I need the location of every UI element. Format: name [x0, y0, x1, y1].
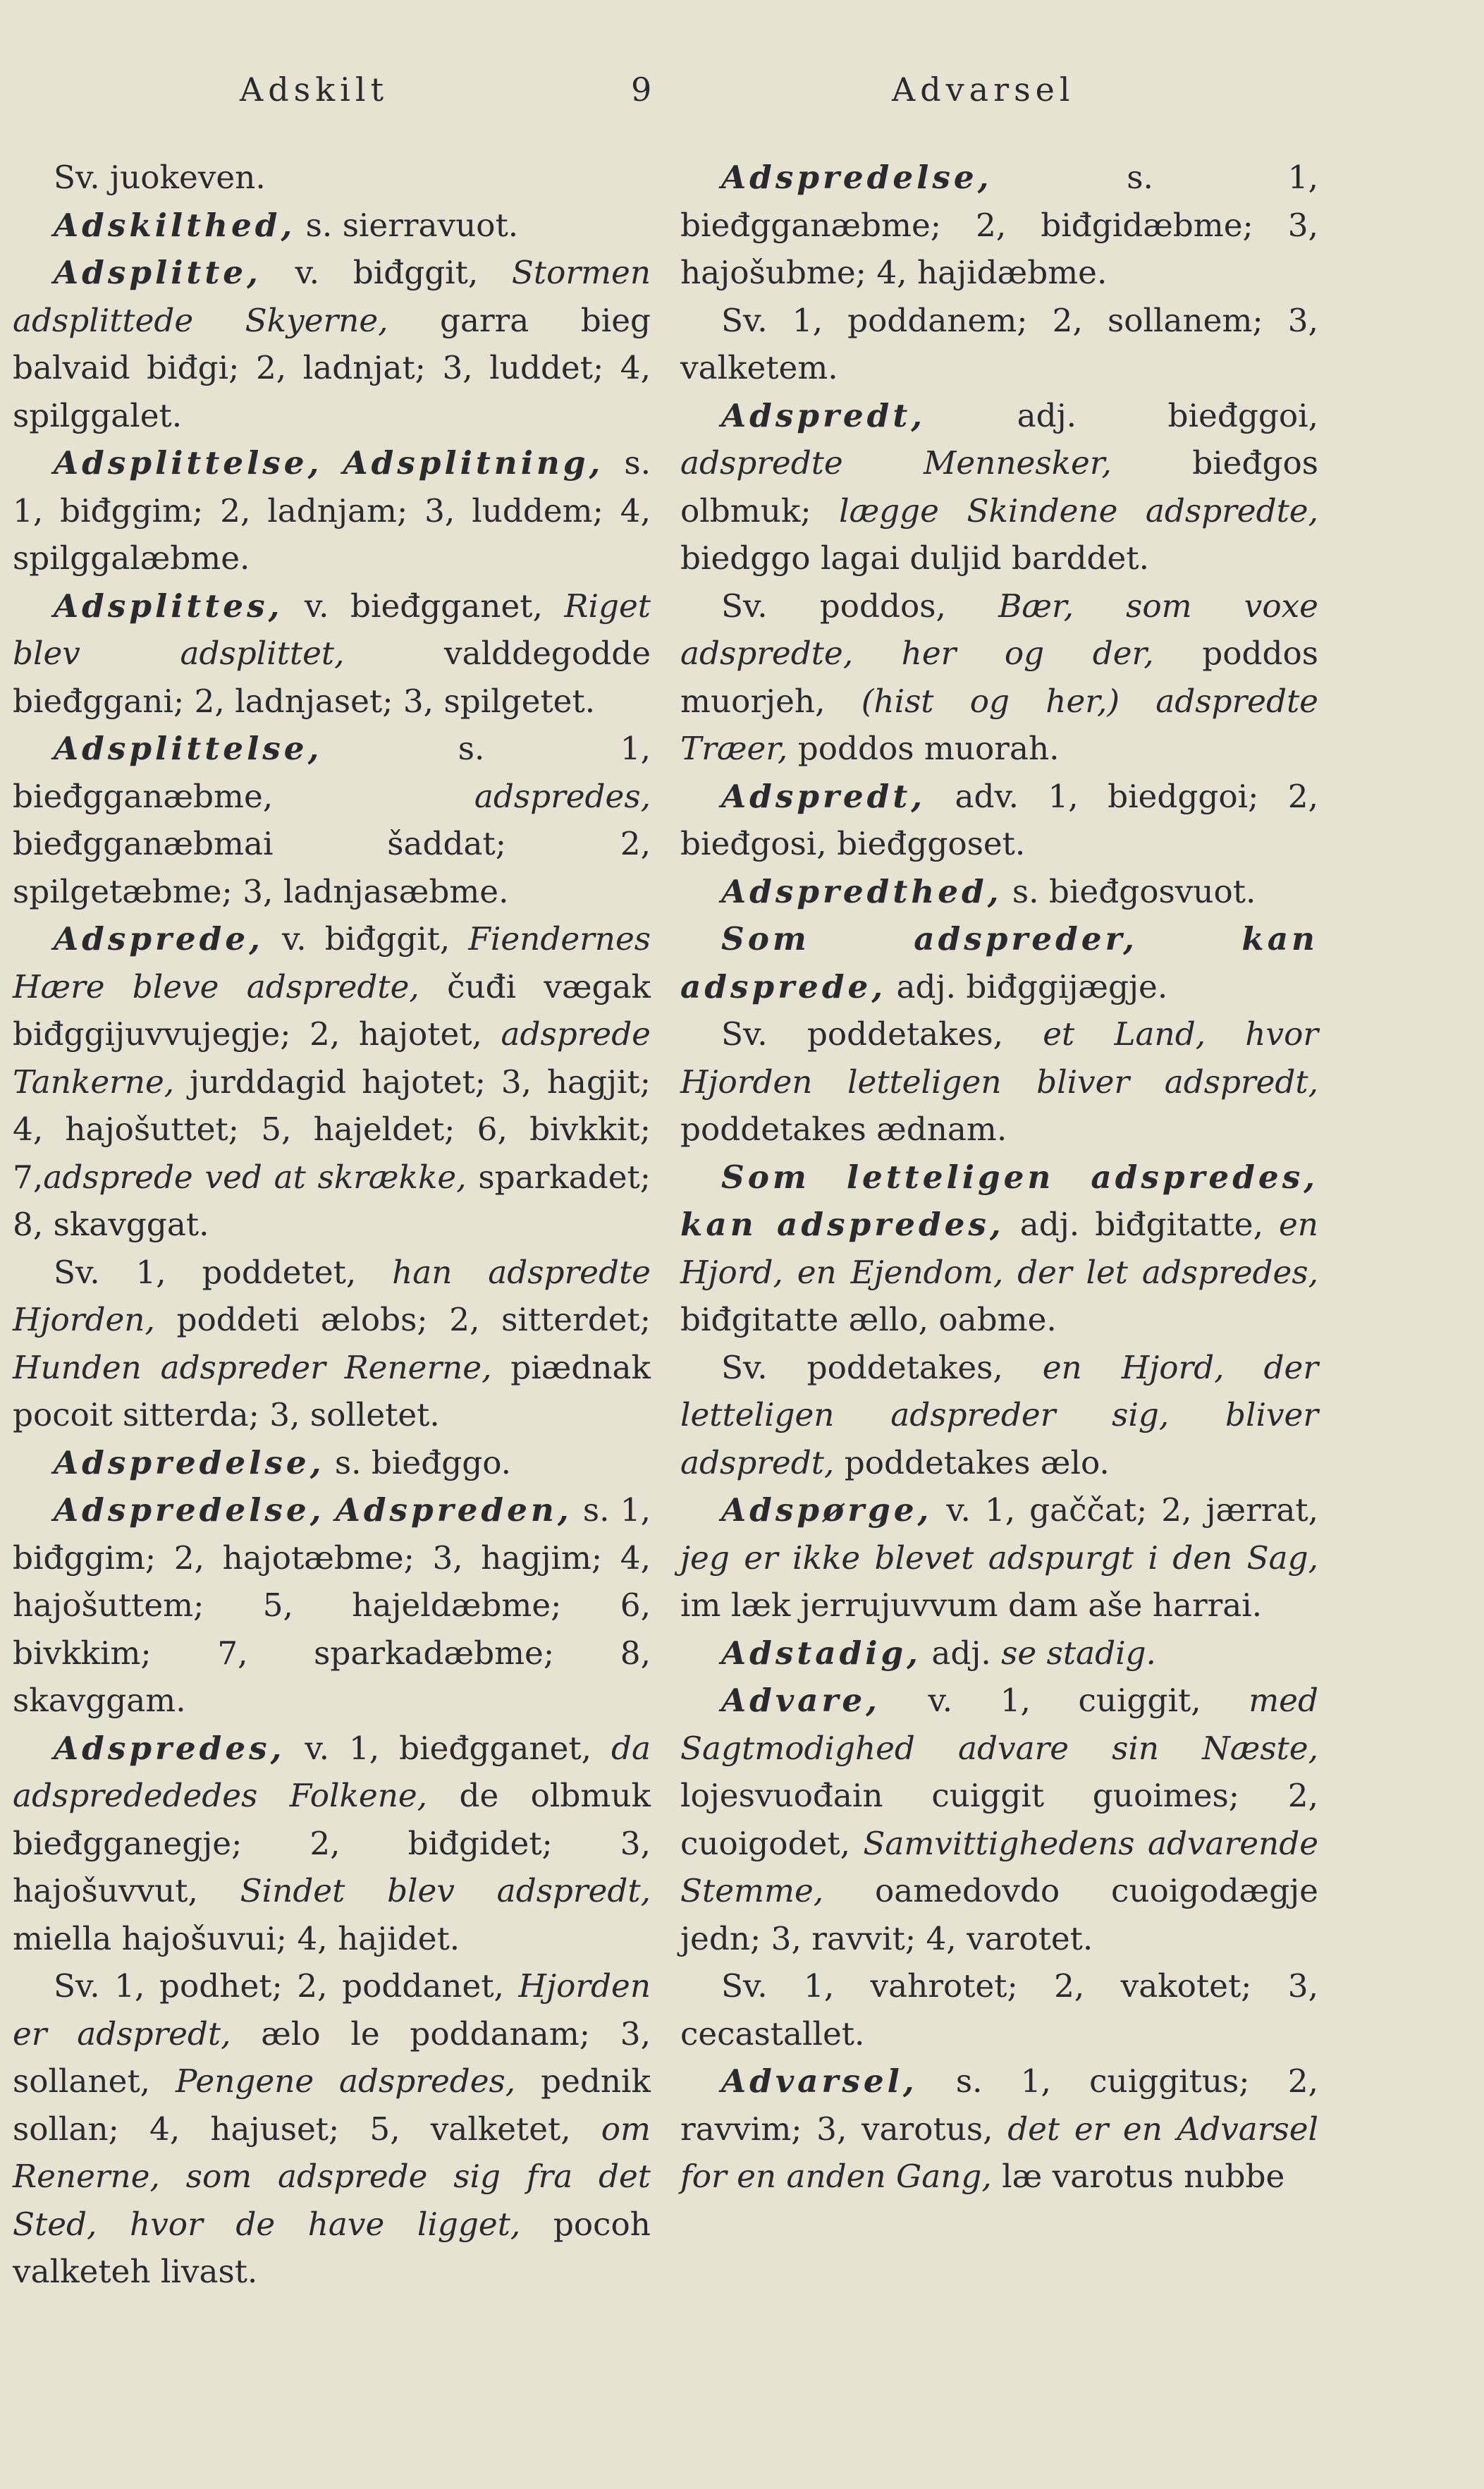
headword: Adspredt,	[721, 776, 926, 815]
dictionary-entry	[13, 439, 651, 582]
dictionary-entry	[680, 1962, 1318, 2057]
entry-text: s. bieđgosvuot.	[1002, 872, 1256, 910]
example-phrase: Riget blev adsplittet,	[13, 587, 651, 672]
dictionary-entry	[13, 154, 651, 202]
dictionary-entry	[13, 1962, 651, 2296]
example-phrase: med Sagtmodighed advare sin Næste,	[680, 1682, 1318, 1767]
headword: Adskilthed,	[54, 205, 296, 244]
headword: Adspørge,	[721, 1491, 933, 1529]
headword: Adspredes,	[54, 1728, 286, 1767]
entry-text: v. biđggit,	[263, 920, 469, 958]
entry-text: oamedovdo cuoigodægje jedn; 3, ravvit; 4, varotet.	[680, 1872, 1318, 1957]
headword: Advarsel,	[721, 2062, 918, 2100]
entry-text: Sv. juokeven.	[54, 159, 266, 196]
example-phrase: Samvittighedens advarende Stemme,	[680, 1824, 1318, 1909]
dictionary-entry	[13, 1249, 651, 1439]
entry-text: s. 1, cuiggitus; 2, ravvim; 3, varotus,	[680, 2062, 1318, 2148]
entry-text: bieđgos olbmuk;	[680, 444, 1318, 530]
entry-text: adj. biđgitatte,	[1004, 1206, 1279, 1243]
entry-text: valddegodde bieđggani; 2, ladnjaset; 3, spilgetet.	[13, 635, 651, 720]
entry-text: s. sierravuot.	[295, 206, 519, 244]
headword: Adspredelse,	[54, 1443, 325, 1481]
page-number: 9	[631, 71, 652, 109]
headword: Adsprede,	[54, 919, 264, 958]
entry-text: v. biđggit,	[261, 254, 512, 291]
entry-text: poddetakes ælo.	[834, 1443, 1110, 1481]
dictionary-entry	[680, 868, 1318, 916]
headword: Adsplitte,	[54, 253, 262, 291]
entry-text: biđgitatte ællo, oabme.	[680, 1301, 1057, 1338]
example-phrase: adspredte Mennesker,	[680, 444, 1112, 482]
entry-text: Sv. poddos,	[721, 587, 999, 625]
dictionary-entry	[13, 1486, 651, 1725]
example-phrase: (hist og her,) adspredte Træer,	[680, 682, 1318, 767]
headword: Adsplittelse,	[54, 444, 323, 482]
example-phrase: Fiendernes Hære bleve adspredte,	[13, 920, 651, 1005]
dictionary-entry	[680, 1154, 1318, 1344]
entry-text: pocoh valketeh livast.	[13, 2205, 651, 2290]
entry-text: Sv. 1, poddanem; 2, sollanem; 3, valketem.	[680, 301, 1318, 386]
example-phrase: en Hjord, der letteligen adspreder sig, bliver adspredt,	[680, 1348, 1318, 1481]
headword: Adspredelse,	[721, 158, 993, 196]
dictionary-entry	[680, 154, 1318, 297]
entry-text: adj.	[921, 1634, 1002, 1672]
headword: Adspredt,	[721, 396, 926, 434]
example-phrase: om Renerne, som adsprede sig fra det Sted, hvor de have ligget,	[13, 2110, 651, 2243]
entry-text: Sv. 1, vahrotet; 2, vakotet; 3, cecastallet.	[680, 1967, 1318, 2053]
entry-text: v. 1, cuiggit,	[880, 1682, 1249, 1719]
entry-text: de olbmuk bieđgganegje; 2, biđgidet; 3, hajošuvvut,	[13, 1777, 651, 1909]
entry-text: Sv. 1, podhet; 2, poddanet,	[54, 1967, 519, 2005]
example-phrase: Sindet blev adspredt,	[240, 1872, 651, 1909]
headword: Som adspreder, kan adsprede,	[680, 919, 1318, 1005]
example-phrase: jeg er ikke blevet adspurgt i den Sag,	[680, 1539, 1318, 1577]
example-phrase: adsprede Tankerne,	[13, 1015, 651, 1101]
entry-text: v. 1, gaččat; 2, jærrat,	[932, 1491, 1318, 1529]
dictionary-entry	[13, 582, 651, 726]
headword: Adspredelse,	[54, 1491, 325, 1529]
entry-text: v. 1, bieđgganet,	[285, 1729, 611, 1767]
example-phrase: Bær, som voxe adspredte, her og der,	[680, 587, 1318, 672]
dictionary-entry	[13, 1439, 651, 1487]
header-left-word: Adskilt	[240, 71, 389, 109]
entry-text: adj. biđggijægje.	[886, 967, 1168, 1005]
entry-text: adj. bieđggoi,	[926, 396, 1318, 434]
headword: Adstadig,	[721, 1633, 921, 1672]
entry-text: v. bieđgganet,	[283, 587, 565, 625]
entry-text: poddos muorah.	[787, 730, 1060, 767]
dictionary-entry	[680, 1344, 1318, 1487]
dictionary-entry	[13, 915, 651, 1249]
headword: Advare,	[721, 1681, 881, 1719]
example-phrase: Pengene adspredes,	[175, 2062, 516, 2100]
entry-text: poddos muorjeh,	[680, 635, 1318, 720]
entry-text: poddetakes ædnam.	[680, 1111, 1007, 1148]
dictionary-entry	[13, 725, 651, 915]
entry-text: piædnak pocoit sitterda; 3, solletet.	[13, 1348, 651, 1433]
entry-text: im læk jerrujuvvum dam aše harrai.	[680, 1586, 1263, 1624]
dictionary-entry	[13, 249, 651, 439]
example-phrase: se stadig.	[1001, 1634, 1156, 1672]
entry-text: bieđgganæbmai šaddat; 2, spilgetæbme; 3, ladnjasæbme.	[13, 825, 651, 910]
dictionary-entry	[680, 392, 1318, 582]
headword: Adspreden,	[335, 1491, 572, 1529]
entry-text: læ varotus nubbe	[991, 2158, 1285, 2195]
example-phrase: lægge Skindene adspredte,	[839, 491, 1318, 530]
entry-text: s. bieđggo.	[324, 1443, 512, 1481]
entry-text: Sv. poddetakes,	[721, 1015, 1043, 1053]
dictionary-entry	[680, 1486, 1318, 1629]
dictionary-entry	[13, 1725, 651, 1963]
dictionary-entry	[680, 915, 1318, 1010]
entry-text: ælo le poddanam; 3, sollanet,	[13, 2014, 651, 2100]
example-phrase: det er en Advarsel for en anden Gang,	[680, 2110, 1319, 2195]
dictionary-entry	[680, 2057, 1318, 2201]
entry-text	[322, 444, 343, 482]
dictionary-entry	[680, 1010, 1318, 1154]
example-phrase: Hunden adspreder Renerne,	[13, 1348, 492, 1386]
entry-text: poddeti ælobs; 2, sitterdet;	[154, 1301, 651, 1338]
example-phrase: en Hjord, en Ejendom, der let adspredes,	[680, 1206, 1318, 1291]
entry-text: jurddagid hajotet; 3, hagjit; 4, hajošuttet; 5, hajeldet; 6, bivkkit; 7,	[13, 1063, 651, 1196]
headword: Som letteligen adspredes, kan adspredes,	[680, 1157, 1318, 1243]
entry-text: s. 1, biđggim; 2, ladnjam; 3, luddem; 4, spilggalæbme.	[13, 444, 651, 577]
running-header	[0, 71, 1484, 120]
headword: Adspredthed,	[721, 872, 1002, 910]
example-phrase: et Land, hvor Hjorden letteligen bliver adspredt,	[680, 1015, 1318, 1101]
entry-text: Sv. 1, poddetet,	[54, 1253, 393, 1291]
headword: Adsplittelse,	[54, 729, 323, 767]
dictionary-entry	[680, 582, 1318, 773]
example-phrase: Stormen adsplittede Skyerne,	[13, 254, 651, 339]
example-phrase: da adspredededes Folkene,	[13, 1729, 651, 1814]
dictionary-entry	[13, 202, 651, 250]
entry-text: Sv. poddetakes,	[721, 1348, 1043, 1386]
entry-text: adv. 1, biedggoi; 2, bieđgosi, bieđggoset.	[680, 777, 1318, 862]
dictionary-entry	[680, 297, 1318, 392]
left-column	[13, 154, 651, 2296]
dictionary-entry	[680, 1629, 1318, 1677]
example-phrase: han adspredte Hjorden,	[13, 1253, 651, 1338]
example-phrase: adspredes,	[474, 777, 651, 815]
entry-text: lojesvuođain cuiggit guoimes; 2, cuoigodet,	[680, 1777, 1318, 1862]
example-phrase: Hjorden er adspredt,	[13, 1967, 651, 2053]
entry-text: čuđi vægak biđggijuvvujegje; 2, hajotet,	[13, 967, 651, 1053]
entry-text: s. 1, biđggim; 2, hajotæbme; 3, hagjim; 4, hajošuttem; 5, hajeldæbme; 6, bivkkim; 7, sparkadæbme; 8, skavggam.	[13, 1491, 651, 1719]
example-phrase: adsprede ved at skrække,	[43, 1158, 467, 1196]
entry-text: s. 1, bieđgganæbme; 2, biđgidæbme; 3, hajošubme; 4, hajidæbme.	[680, 159, 1318, 291]
entry-text: biedggo lagai duljid barddet.	[680, 539, 1149, 577]
entry-text: sparkadet; 8, skavggat.	[13, 1158, 651, 1243]
right-column	[680, 154, 1318, 2201]
entry-text: pednik sollan; 4, hajuset; 5, valketet,	[13, 2062, 651, 2148]
dictionary-entry	[680, 773, 1318, 868]
headword: Adsplittes,	[54, 586, 283, 625]
headword: Adsplitning,	[343, 444, 604, 482]
dictionary-entry	[680, 1677, 1318, 1962]
entry-text	[324, 1491, 335, 1529]
entry-text: garra bieg balvaid biđgi; 2, ladnjat; 3, luddet; 4, spilggalet.	[13, 301, 651, 434]
entry-text: s. 1, bieđgganæbme,	[13, 730, 651, 815]
header-right-word: Advarsel	[892, 71, 1075, 109]
entry-text: miella hajošuvui; 4, hajidet.	[13, 1919, 460, 1957]
